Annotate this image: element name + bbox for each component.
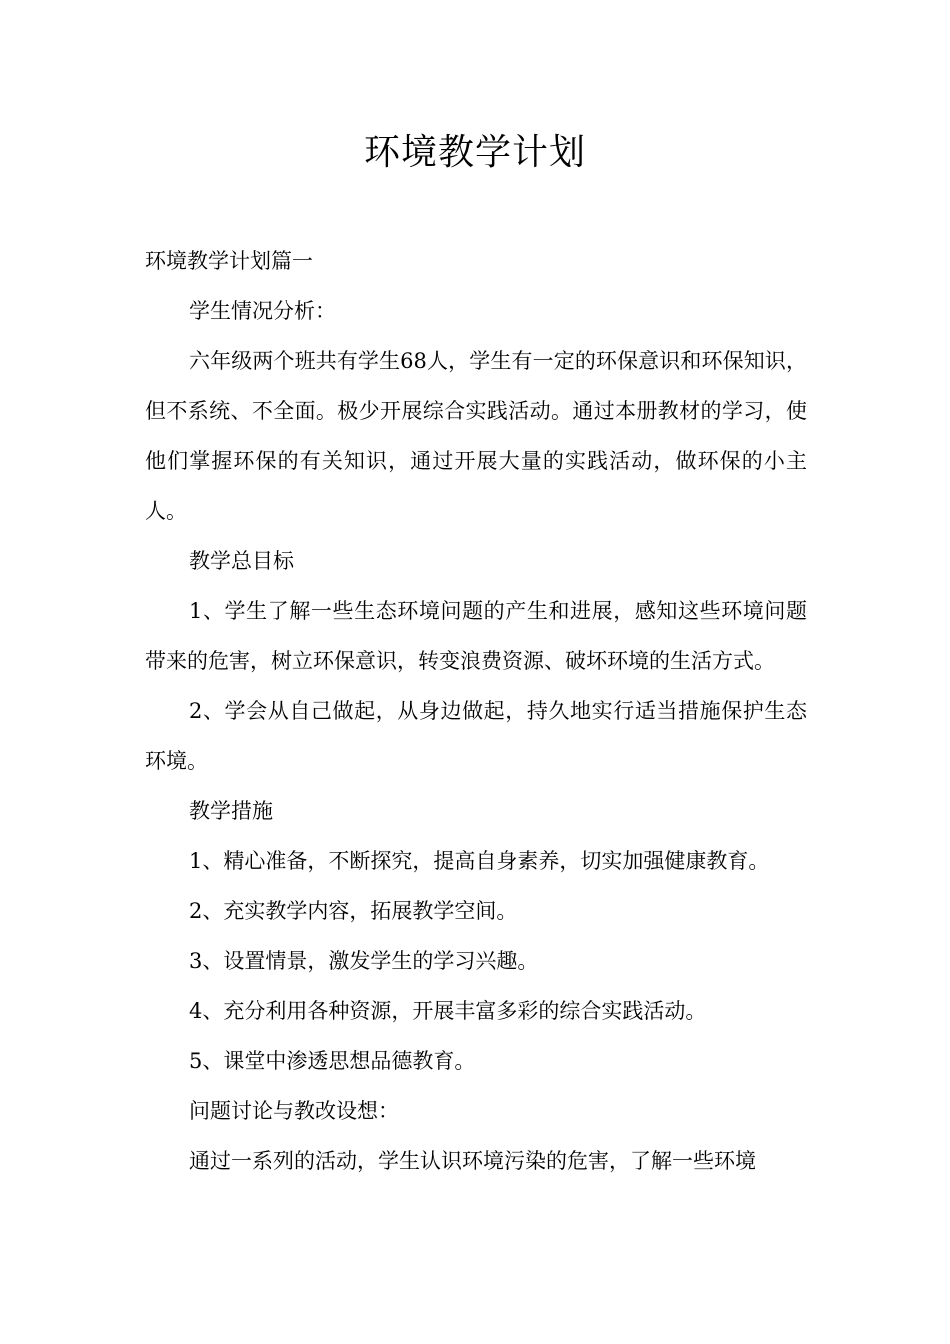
subheading-teaching-measures: 教学措施 xyxy=(189,799,273,823)
paragraph-discussion: 通过一系列的活动，学生认识环境污染的危害，了解一些环境 xyxy=(189,1149,756,1173)
paragraph-student-analysis: 六年级两个班共有学生68人，学生有一定的环保意识和环保知识，但不系统、不全面。极少开展综合实践活动。通过本册教材的学习，使他们掌握环保的有关知识，通过开展大量的实践活动，做环保的小主人。 xyxy=(145,349,807,523)
subheading-student-analysis: 学生情况分析： xyxy=(189,299,336,323)
paragraph-measure-1: 1、精心准备，不断探究，提高自身素养，切实加强健康教育。 xyxy=(189,849,770,873)
paragraph-goal-1: 1、学生了解一些生态环境问题的产生和进展，感知这些环境问题带来的危害，树立环保意识，转变浪费资源、破坏环境的生活方式。 xyxy=(145,599,807,673)
paragraph-measure-5: 5、课堂中渗透思想品德教育。 xyxy=(189,1049,476,1073)
document-body xyxy=(145,236,807,1186)
paragraph-measure-2: 2、充实教学内容，拓展教学空间。 xyxy=(189,899,518,923)
section-heading: 环境教学计划篇一 xyxy=(145,249,313,273)
document-title: 环境教学计划 xyxy=(363,132,586,173)
subheading-teaching-goals: 教学总目标 xyxy=(189,549,294,573)
paragraph-measure-3: 3、设置情景，激发学生的学习兴趣。 xyxy=(189,949,539,973)
subheading-discussion: 问题讨论与教改设想： xyxy=(189,1099,399,1123)
paragraph-goal-2: 2、学会从自己做起，从身边做起，持久地实行适当措施保护生态环境。 xyxy=(145,699,807,773)
paragraph-measure-4: 4、充分利用各种资源，开展丰富多彩的综合实践活动。 xyxy=(189,999,707,1023)
